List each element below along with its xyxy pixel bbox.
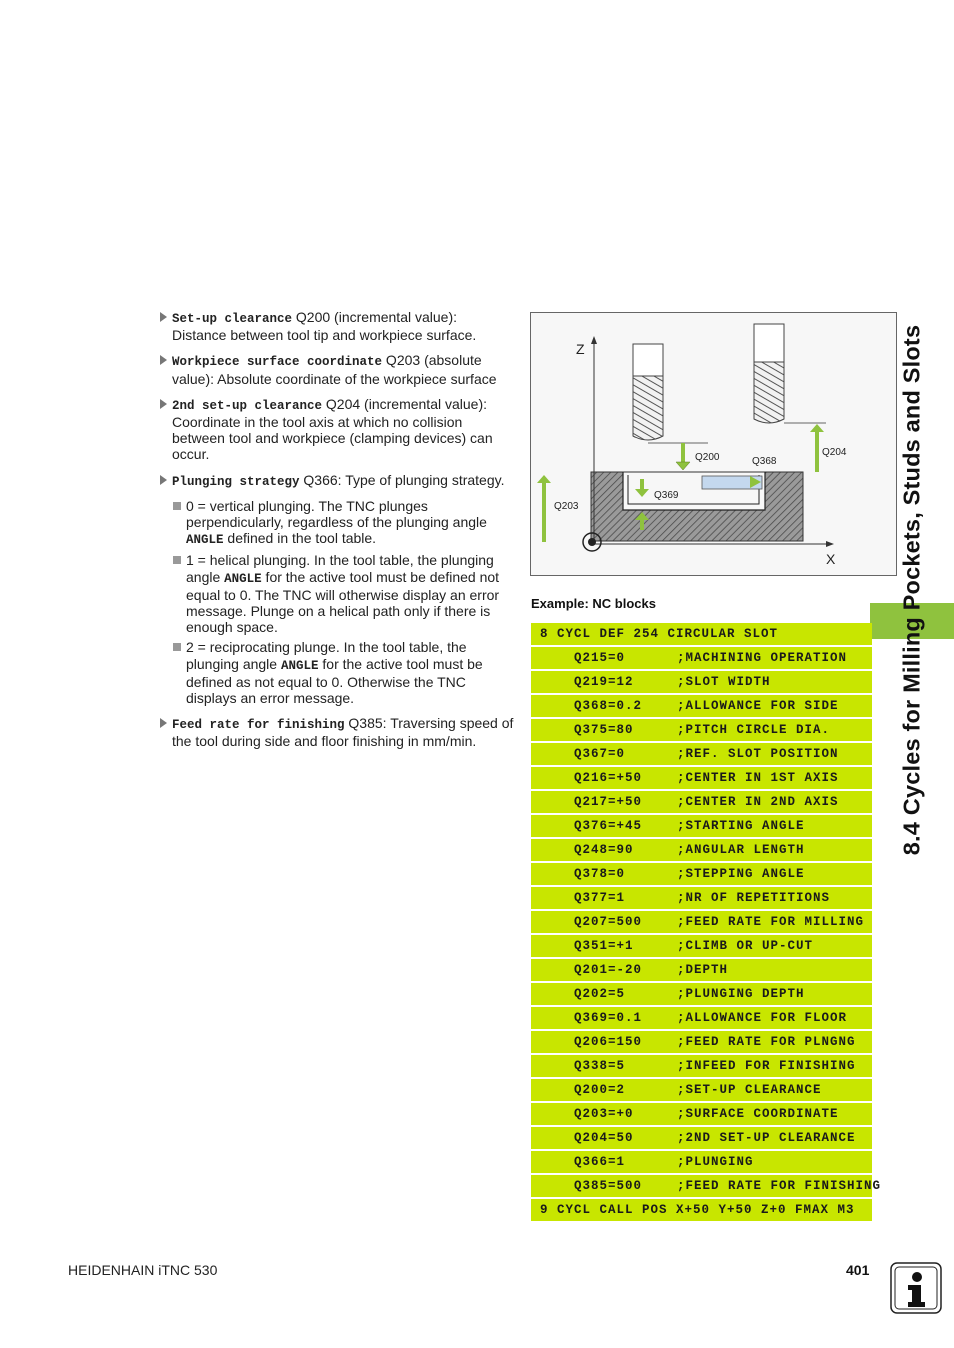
param-feed-rate-finishing [158, 715, 514, 749]
nc-block-row: Q204=50 ;2ND SET-UP CLEARANCE [531, 1127, 872, 1149]
triangle-right-icon [160, 475, 167, 485]
nc-block-row: Q206=150 ;FEED RATE FOR PLNGNG [531, 1031, 872, 1053]
param-keyword: Set-up clearance [172, 312, 293, 326]
param-keyword: Workpiece surface coordinate [172, 355, 383, 370]
svg-text:Q204: Q204 [822, 447, 847, 458]
param-keyword: 2nd set-up clearance [172, 398, 323, 413]
nc-block-row: Q378=0 ;STEPPING ANGLE [531, 863, 872, 885]
param-setup-clearance [158, 309, 514, 343]
axis-z-label: Z [576, 341, 585, 357]
param-keyword: Feed rate for finishing [172, 718, 345, 733]
info-icon [890, 1262, 942, 1314]
nc-block-row: Q219=12 ;SLOT WIDTH [531, 671, 872, 693]
triangle-right-icon [160, 399, 167, 409]
nc-block-header: 8 CYCL DEF 254 CIRCULAR SLOT [531, 623, 872, 645]
square-bullet-icon [173, 643, 181, 651]
nc-block-row: Q203=+0 ;SURFACE COORDINATE [531, 1103, 872, 1125]
param-description: Q203 (absolute value): Absolute coordinate of the workpiece surface [172, 352, 497, 387]
footer-product: HEIDENHAIN iTNC 530 [68, 1262, 218, 1278]
param-workpiece-surface [158, 352, 514, 386]
nc-block-row: Q200=2 ;SET-UP CLEARANCE [531, 1079, 872, 1101]
axis-x-label: X [826, 551, 836, 567]
param-description: Q366: Type of plunging strategy. [299, 471, 505, 488]
nc-block-row: Q367=0 ;REF. SLOT POSITION [531, 743, 872, 765]
triangle-right-icon [160, 312, 167, 322]
nc-block-row: Q366=1 ;PLUNGING [531, 1151, 872, 1173]
triangle-right-icon [160, 355, 167, 365]
svg-text:Q200: Q200 [695, 452, 720, 463]
param-description: Q204 (incremental value): Coordinate in the tool axis at which no collision between tool and workpiece (clamping devices) can occur. [172, 395, 493, 463]
param-2nd-setup-clearance [158, 396, 514, 463]
nc-block-row: Q201=-20 ;DEPTH [531, 959, 872, 981]
triangle-right-icon [160, 718, 167, 728]
nc-block-row: Q376=+45 ;STARTING ANGLE [531, 815, 872, 837]
nc-block-row: Q385=500 ;FEED RATE FOR FINISHING [531, 1175, 872, 1197]
page-number: 401 [846, 1262, 870, 1278]
nc-block-row: Q202=5 ;PLUNGING DEPTH [531, 983, 872, 1005]
nc-block-row: Q377=1 ;NR OF REPETITIONS [531, 887, 872, 909]
svg-text:Q203: Q203 [554, 501, 579, 512]
svg-text:Q368: Q368 [752, 456, 777, 467]
parameter-list [158, 309, 514, 759]
option-item: 2 = reciprocating plunge. In the tool table, the plunging angle ANGLE for the active tool must be defined as not equal to 0. Otherwise the TNC displays an error message. [172, 639, 514, 706]
param-keyword: Plunging strategy [172, 474, 300, 489]
option-item: 0 = vertical plunging. The TNC plunges perpendicularly, regardless of the plunging angle ANGLE defined in the tool table. [172, 498, 514, 549]
tool-right [754, 324, 784, 423]
nc-block-row: Q248=90 ;ANGULAR LENGTH [531, 839, 872, 861]
example-heading: Example: NC blocks [531, 596, 656, 611]
param-description: Q200 (incremental value): Distance between tool tip and workpiece surface. [172, 309, 477, 344]
param-description: Q385: Traversing speed of the tool during side and floor finishing in mm/min. [172, 715, 514, 750]
option-item: 1 = helical plunging. In the tool table, the plunging angle ANGLE for the active tool must be defined not equal to 0. The TNC will otherwise display an error message. Plunge on a helical path only if there is enough space. [172, 552, 514, 635]
nc-program [531, 623, 882, 1223]
param-plunging-strategy [158, 472, 514, 490]
nc-block-row: Q215=0 ;MACHINING OPERATION [531, 647, 872, 669]
nc-block-row: Q368=0.2 ;ALLOWANCE FOR SIDE [531, 695, 872, 717]
nc-block-row: Q207=500 ;FEED RATE FOR MILLING [531, 911, 872, 933]
nc-block-row: Q351=+1 ;CLIMB OR UP-CUT [531, 935, 872, 957]
nc-block-row: Q217=+50 ;CENTER IN 2ND AXIS [531, 791, 872, 813]
slot-diagram [530, 312, 897, 576]
nc-block-footer: 9 CYCL CALL POS X+50 Y+50 Z+0 FMAX M3 [531, 1199, 872, 1221]
nc-block-row: Q369=0.1 ;ALLOWANCE FOR FLOOR [531, 1007, 872, 1029]
plunging-options [172, 498, 514, 706]
nc-block-row: Q338=5 ;INFEED FOR FINISHING [531, 1055, 872, 1077]
svg-text:Q369: Q369 [654, 490, 679, 501]
nc-block-row: Q375=80 ;PITCH CIRCLE DIA. [531, 719, 872, 741]
square-bullet-icon [173, 556, 181, 564]
tool-left [633, 344, 663, 440]
nc-block-row: Q216=+50 ;CENTER IN 1ST AXIS [531, 767, 872, 789]
square-bullet-icon [173, 502, 181, 510]
